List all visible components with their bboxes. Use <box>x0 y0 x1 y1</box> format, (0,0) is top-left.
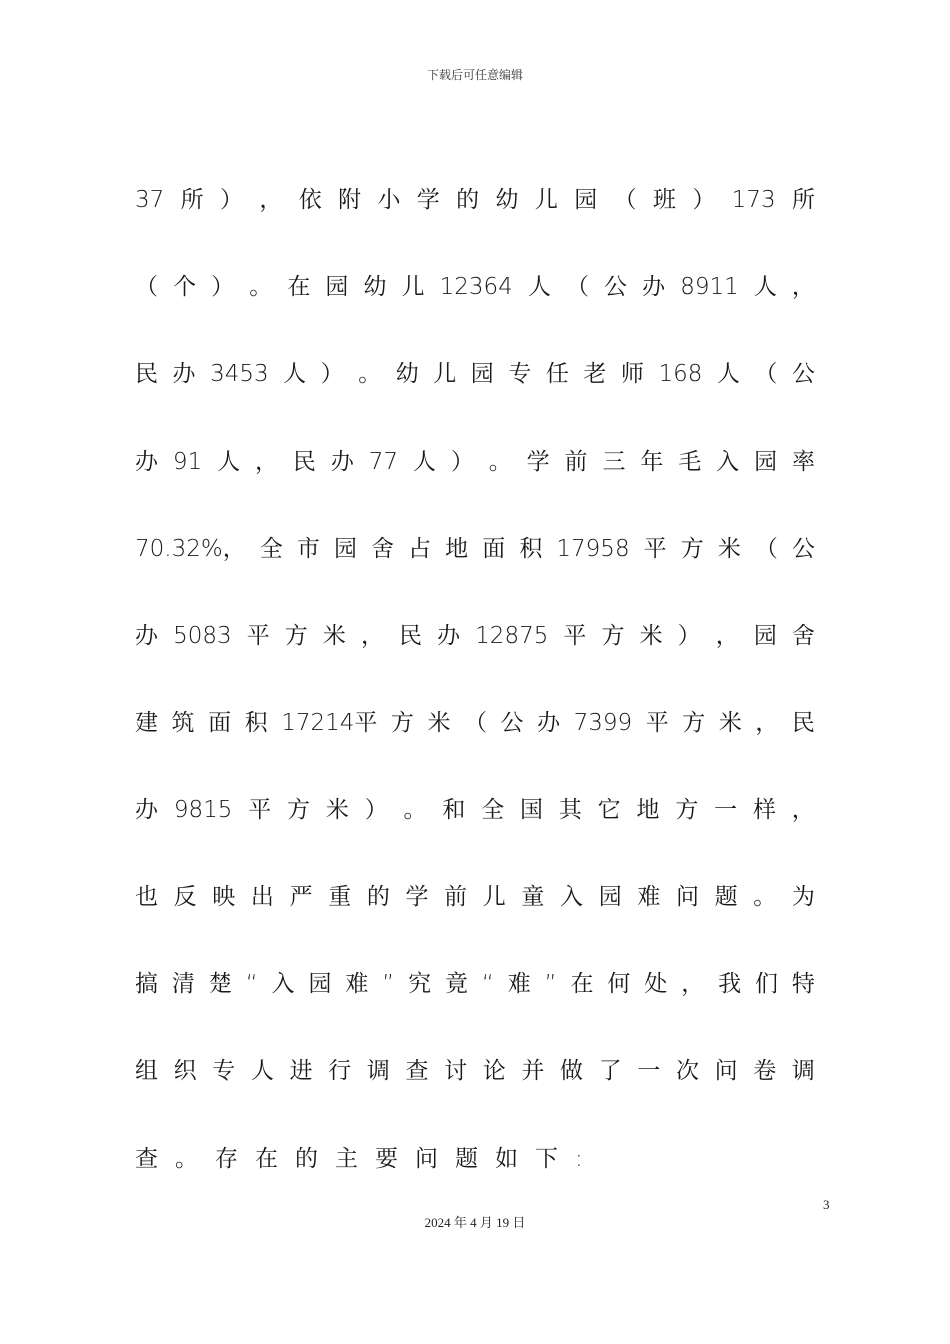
text-token: 70.32%， <box>135 536 246 562</box>
text-token: ， <box>755 710 779 736</box>
text-token: 民 <box>292 449 316 475</box>
text-token: 样 <box>752 797 776 823</box>
text-token: 映 <box>212 884 236 910</box>
text-token: 办 <box>537 710 561 736</box>
text-token: 进 <box>289 1058 313 1084</box>
text-token: “ <box>481 971 494 997</box>
text-token: （ <box>464 710 487 736</box>
text-token: ） <box>692 187 716 213</box>
text-token: 平 <box>563 623 587 649</box>
text-token: 究 <box>408 971 432 997</box>
text-token: 专 <box>508 361 532 387</box>
text-token: 。 <box>358 361 382 387</box>
text-token: 舍 <box>791 623 815 649</box>
text-token: 前 <box>444 884 468 910</box>
text-token: 办 <box>135 623 158 649</box>
text-token: 公 <box>500 710 524 736</box>
text-token: ） <box>211 274 235 300</box>
footer-date: 2024 年 4 月 19 日 <box>424 1215 526 1230</box>
text-token: 儿 <box>401 274 425 300</box>
text-token: 办 <box>172 361 196 387</box>
text-token: 的 <box>366 884 390 910</box>
text-token: 方 <box>680 536 704 562</box>
text-token: 积 <box>519 536 543 562</box>
text-token: 77 <box>368 449 398 475</box>
text-token: 在 <box>255 1146 295 1172</box>
text-token: 方 <box>601 623 625 649</box>
text-token: 一 <box>714 797 738 823</box>
text-token: 问 <box>714 1058 738 1084</box>
text-token: 难 <box>507 971 531 997</box>
text-token: 儿 <box>482 884 506 910</box>
text-token: 特 <box>791 971 815 997</box>
text-token: : <box>575 1146 600 1172</box>
text-token: 办 <box>135 449 158 475</box>
text-token: ， <box>360 623 384 649</box>
text-token: 要 <box>375 1146 415 1172</box>
text-token: 12364 <box>439 274 513 300</box>
text-token: 班 <box>652 187 676 213</box>
text-token: 年 <box>640 449 664 475</box>
text-token: 占 <box>408 536 432 562</box>
text-line <box>135 881 815 913</box>
text-token: 童 <box>521 884 545 910</box>
text-token: 入 <box>560 884 584 910</box>
text-token: 公 <box>791 361 815 387</box>
text-token: 17214平 <box>281 710 378 736</box>
text-token: 出 <box>250 884 274 910</box>
text-token: 筑 <box>171 710 195 736</box>
text-token: （ <box>135 274 158 300</box>
text-token: 人 <box>283 361 307 387</box>
text-token: 做 <box>560 1058 584 1084</box>
text-token: 168 <box>658 361 703 387</box>
text-token: 17958 <box>556 536 630 562</box>
text-line <box>135 968 815 1000</box>
text-token: 37 <box>135 187 165 213</box>
text-token: ， <box>715 623 739 649</box>
text-token: 面 <box>208 710 232 736</box>
text-token: 3453 <box>210 361 269 387</box>
text-token: 人 <box>527 274 551 300</box>
text-token: ” <box>544 971 557 997</box>
text-token: 地 <box>445 536 469 562</box>
text-token: 儿 <box>534 187 558 213</box>
text-token: 行 <box>328 1058 352 1084</box>
text-token: 的 <box>295 1146 335 1172</box>
text-token: 毛 <box>678 449 702 475</box>
text-token: 。 <box>403 797 427 823</box>
text-token: 人 <box>217 449 241 475</box>
text-token: 竟 <box>445 971 468 997</box>
text-token: 平 <box>246 623 270 649</box>
text-token: 民 <box>135 361 158 387</box>
text-token: 平 <box>248 797 272 823</box>
text-token: 难 <box>345 971 369 997</box>
text-token: ） <box>677 623 701 649</box>
text-line <box>135 358 815 390</box>
text-token: 专 <box>212 1058 236 1084</box>
text-token: 米 <box>717 536 741 562</box>
text-token: 米 <box>639 623 663 649</box>
text-token: 讨 <box>444 1058 468 1084</box>
text-token: 学 <box>416 187 440 213</box>
text-token: 问 <box>415 1146 455 1172</box>
text-token: 查 <box>405 1058 429 1084</box>
text-token: 园 <box>325 274 349 300</box>
page-header: 下载后可任意编辑 <box>426 68 523 82</box>
text-token: 米 <box>718 710 742 736</box>
text-token: ） <box>320 361 344 387</box>
text-token: 在 <box>287 274 311 300</box>
text-token: 地 <box>636 797 660 823</box>
text-token: 所 <box>180 187 204 213</box>
text-token: 卷 <box>753 1058 777 1084</box>
text-token: 9815 <box>173 797 233 823</box>
text-token: 重 <box>328 884 352 910</box>
text-token: 老 <box>583 361 607 387</box>
text-token: 米 <box>427 710 451 736</box>
text-token: 办 <box>437 623 461 649</box>
text-token: 平 <box>645 710 669 736</box>
text-token: ） <box>220 187 243 213</box>
text-token: ） <box>364 797 388 823</box>
text-token: 题 <box>714 884 738 910</box>
text-token: 下 <box>535 1146 575 1172</box>
text-token: 办 <box>330 449 354 475</box>
text-token: 所 <box>791 187 815 213</box>
text-token: ， <box>255 449 278 475</box>
text-token: 的 <box>456 187 480 213</box>
text-token: 平 <box>643 536 667 562</box>
text-token: 方 <box>287 797 311 823</box>
text-token: ， <box>791 797 815 823</box>
text-token: 并 <box>521 1058 545 1084</box>
text-token: 办 <box>135 797 158 823</box>
text-token: 方 <box>682 710 706 736</box>
text-token: 舍 <box>371 536 395 562</box>
text-token: 主 <box>335 1146 375 1172</box>
text-token: 何 <box>607 971 631 997</box>
text-token: 方 <box>284 623 308 649</box>
text-token: 查 <box>135 1146 175 1172</box>
text-token: 儿 <box>433 361 457 387</box>
text-token: 搞 <box>135 971 158 997</box>
text-token: （ <box>613 187 637 213</box>
text-token: 人 <box>250 1058 274 1084</box>
text-token: 园 <box>308 971 332 997</box>
text-token: 调 <box>791 1058 815 1084</box>
text-token: 一 <box>637 1058 661 1084</box>
text-token: 其 <box>558 797 582 823</box>
text-token: ” <box>382 971 395 997</box>
text-token: ） <box>450 449 474 475</box>
text-token: （ <box>565 274 589 300</box>
text-token: 存 <box>215 1146 255 1172</box>
text-token: 。 <box>249 274 273 300</box>
text-token: 园 <box>574 187 598 213</box>
text-token: 调 <box>366 1058 390 1084</box>
text-token: 园 <box>753 623 777 649</box>
text-token: 市 <box>296 536 320 562</box>
text-token: 入 <box>271 971 295 997</box>
text-token: “ <box>245 971 258 997</box>
page-number: 3 <box>823 1197 830 1212</box>
text-token: 幼 <box>395 361 419 387</box>
text-token: 前 <box>564 449 588 475</box>
text-token: 。 <box>175 1146 215 1172</box>
text-token: 率 <box>791 449 815 475</box>
text-token: 师 <box>620 361 644 387</box>
text-token: 幼 <box>363 274 387 300</box>
text-line <box>135 184 815 216</box>
text-token: ， <box>681 971 705 997</box>
text-token: 它 <box>597 797 621 823</box>
text-line <box>135 446 815 478</box>
text-token: 论 <box>482 1058 506 1084</box>
text-token: 人 <box>716 361 740 387</box>
text-token: 附 <box>338 187 362 213</box>
text-token: 8911 <box>680 274 739 300</box>
text-token: ， <box>259 187 283 213</box>
text-token: 们 <box>755 971 778 997</box>
text-token: 173 <box>731 187 776 213</box>
text-token: 民 <box>399 623 423 649</box>
text-line <box>135 1055 815 1087</box>
text-token: 依 <box>298 187 322 213</box>
text-token: 民 <box>791 710 815 736</box>
text-token: 在 <box>570 971 594 997</box>
text-token: 5083 <box>173 623 232 649</box>
text-token: 题 <box>455 1146 495 1172</box>
text-token: 和 <box>442 797 466 823</box>
text-token: （ <box>754 361 778 387</box>
text-token: 我 <box>718 971 742 997</box>
text-token: 次 <box>675 1058 699 1084</box>
text-line <box>135 533 815 565</box>
text-token: 国 <box>520 797 543 823</box>
text-token: 难 <box>637 884 661 910</box>
text-token: 7399 <box>573 710 633 736</box>
text-token: 人 <box>753 274 777 300</box>
text-token: 清 <box>171 971 195 997</box>
text-token: 园 <box>333 536 357 562</box>
text-token: 个 <box>173 274 197 300</box>
text-line <box>135 707 815 739</box>
text-token: 办 <box>642 274 666 300</box>
text-token: 方 <box>675 797 699 823</box>
text-token: 米 <box>325 797 349 823</box>
text-token: 处 <box>644 971 668 997</box>
text-token: 园 <box>598 884 622 910</box>
text-token: （ <box>754 536 778 562</box>
text-token: 积 <box>244 710 268 736</box>
text-line <box>135 794 815 826</box>
text-token: 楚 <box>208 971 232 997</box>
text-token: 全 <box>481 797 505 823</box>
text-token: 织 <box>173 1058 197 1084</box>
text-token: 公 <box>604 274 628 300</box>
text-token: 园 <box>470 361 494 387</box>
text-token: 学 <box>526 449 550 475</box>
text-token: 任 <box>545 361 569 387</box>
text-token: 组 <box>135 1058 158 1084</box>
text-token: 公 <box>791 536 815 562</box>
text-token: 入 <box>716 449 740 475</box>
text-token: 了 <box>598 1058 622 1084</box>
text-token: 小 <box>377 187 401 213</box>
text-token: 12875 <box>475 623 549 649</box>
text-token: 幼 <box>495 187 519 213</box>
text-token: 学 <box>405 884 429 910</box>
text-token: 91 <box>172 449 203 475</box>
text-token: 为 <box>791 884 815 910</box>
text-token: 米 <box>322 623 346 649</box>
text-token: 如 <box>495 1146 535 1172</box>
text-token: 也 <box>135 884 158 910</box>
text-line <box>135 271 815 303</box>
text-token: 园 <box>754 449 778 475</box>
text-token: 问 <box>675 884 699 910</box>
text-token: 方 <box>390 710 414 736</box>
text-token: 。 <box>753 884 777 910</box>
text-token: 全 <box>259 536 283 562</box>
text-token: ， <box>791 274 815 300</box>
text-token: 三 <box>602 449 626 475</box>
text-token: 反 <box>173 884 197 910</box>
text-token: 面 <box>482 536 506 562</box>
text-token: 建 <box>135 710 158 736</box>
text-line <box>135 1143 815 1175</box>
text-token: 。 <box>488 449 512 475</box>
text-line <box>135 620 815 652</box>
text-token: 人 <box>412 449 436 475</box>
text-token: 严 <box>289 884 313 910</box>
